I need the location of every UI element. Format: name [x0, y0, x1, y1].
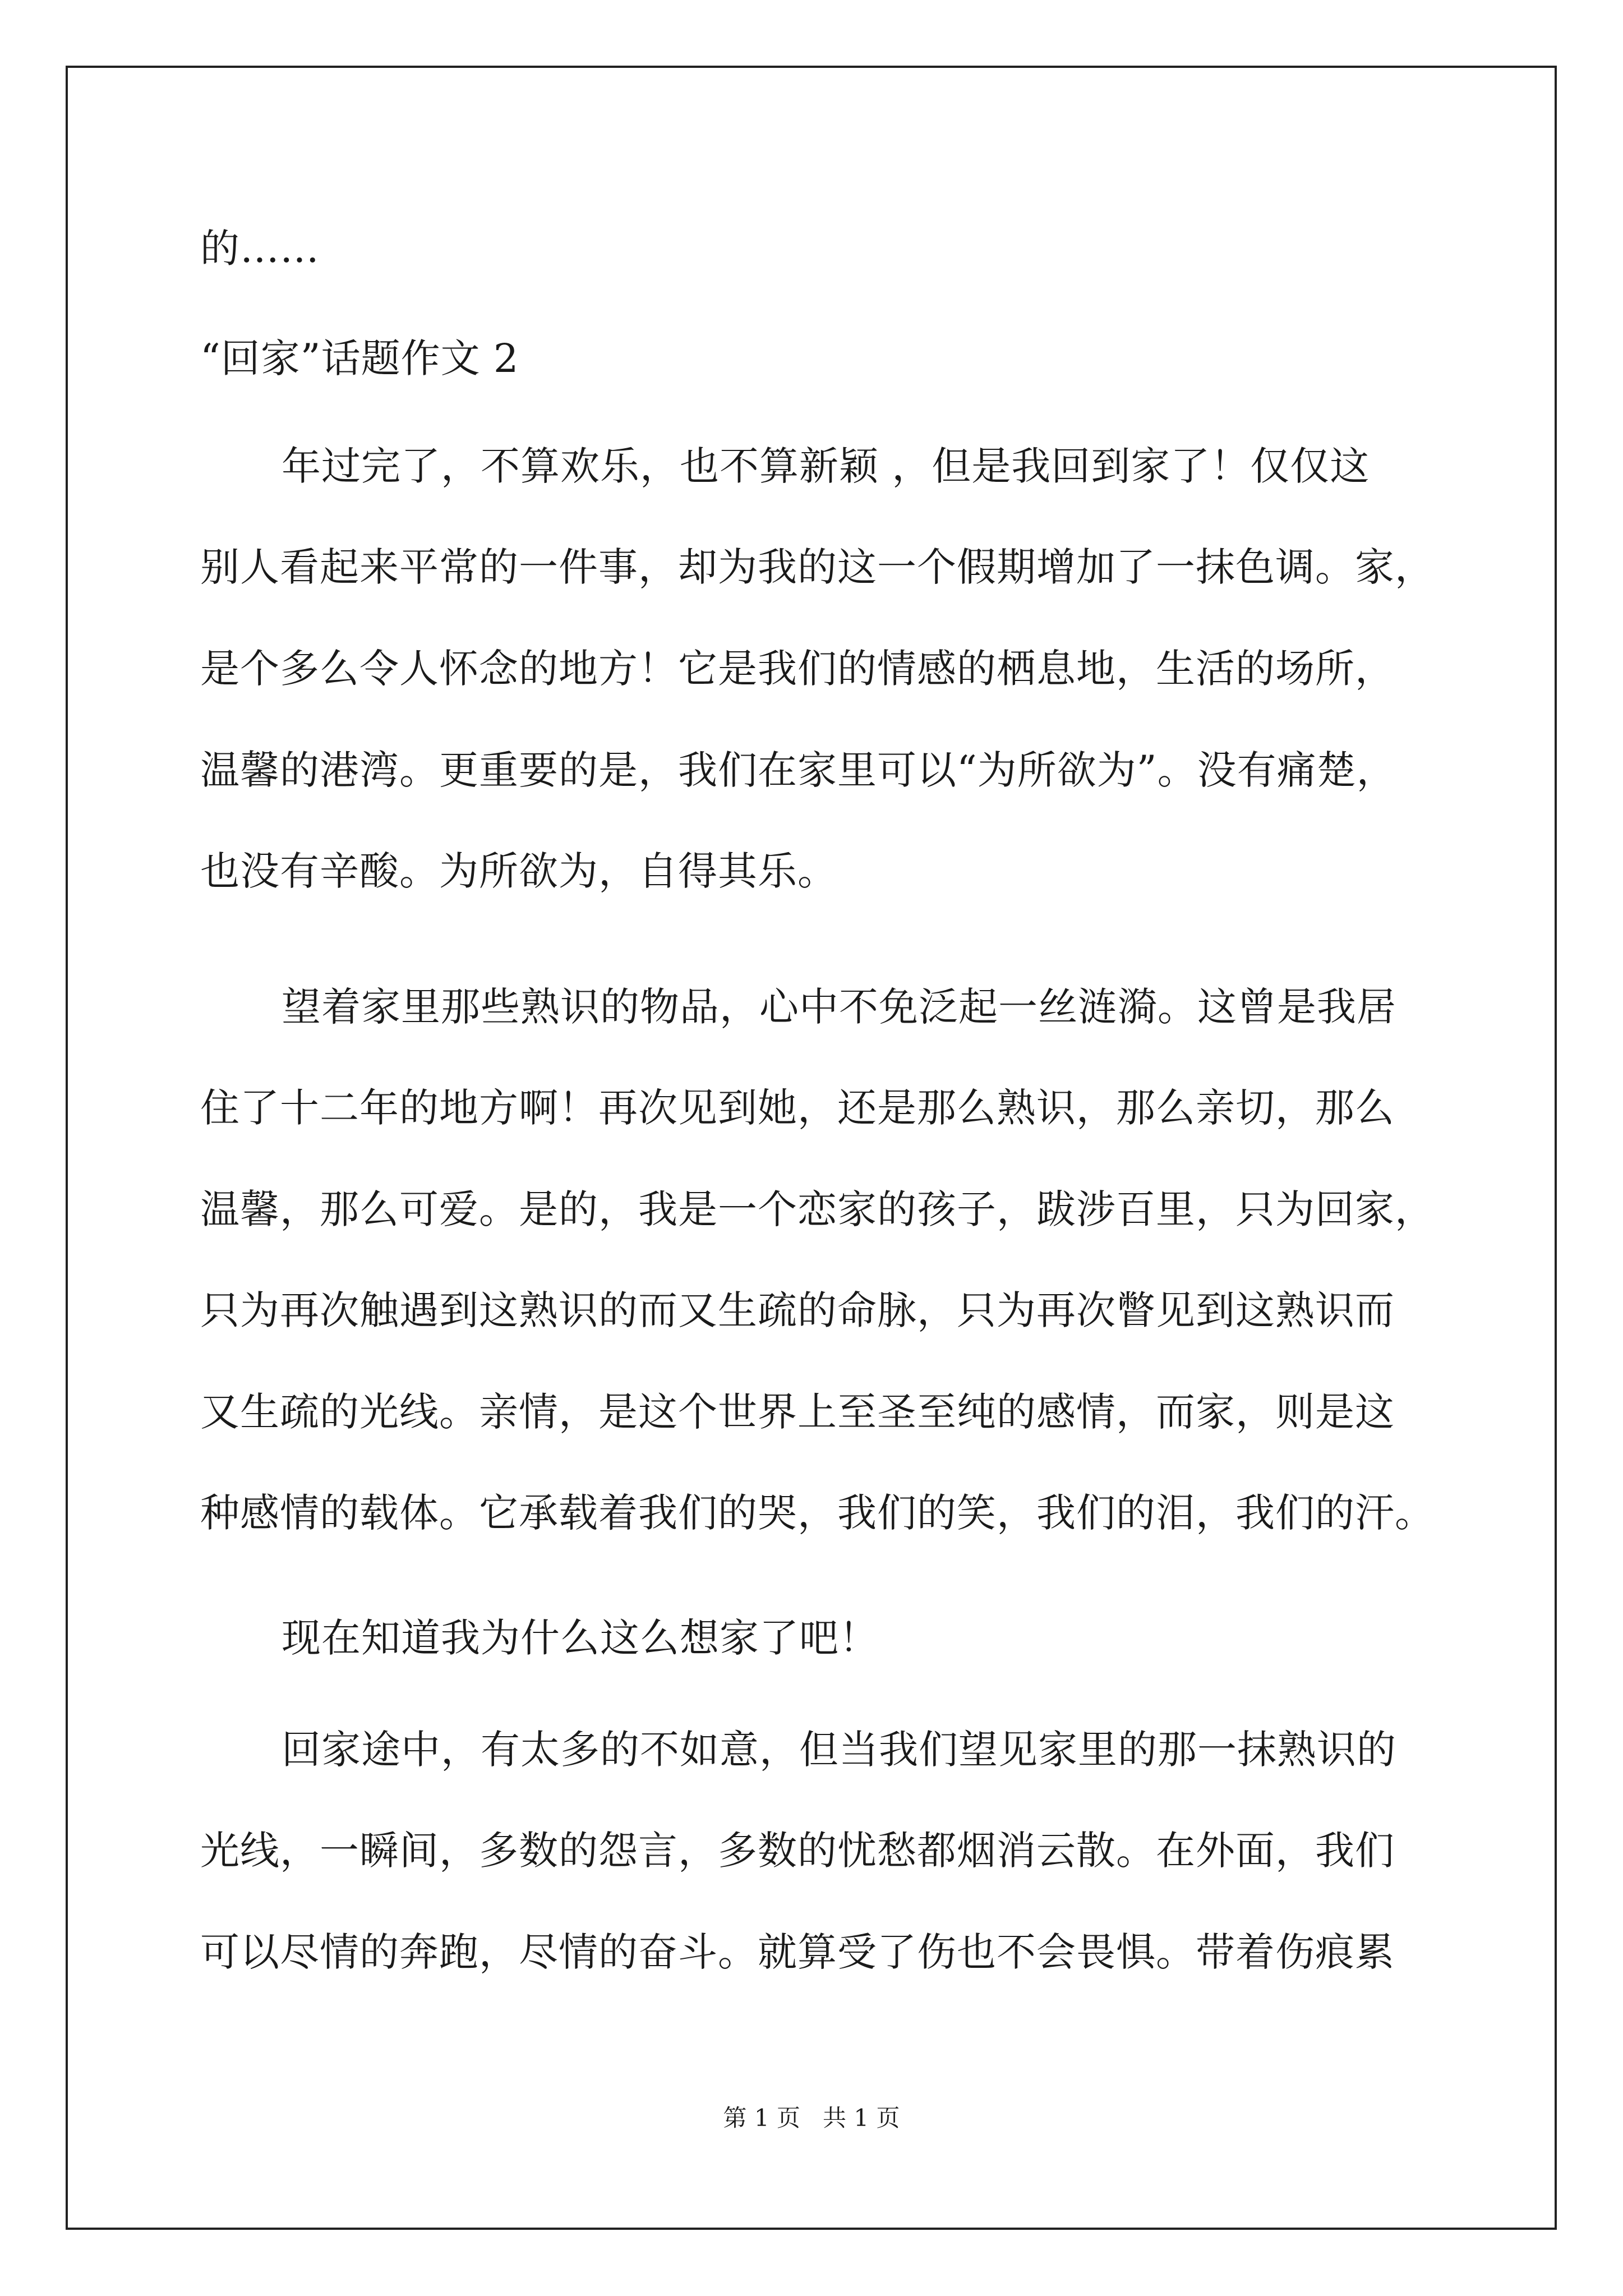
text-line: 可以尽情的奔跑，尽情的奋斗。就算受了伤也不会畏惧。带着伤痕累: [200, 1929, 1395, 1975]
text-line: 别人看起来平常的一件事，却为我的这一个假期增加了一抹色调。家，: [200, 544, 1435, 590]
text-line: 也没有辛酸。为所欲为，自得其乐。: [200, 848, 837, 894]
text-line: 种感情的载体。它承载着我们的哭，我们的笑，我们的泪，我们的汗。: [200, 1490, 1435, 1536]
text-line: 的……: [200, 226, 320, 272]
text-line: 是个多么令人怀念的地方！它是我们的情感的栖息地，生活的场所，: [200, 646, 1395, 692]
text-line: 现在知道我为什么这么想家了吧！: [282, 1615, 879, 1661]
text-line: 又生疏的光线。亲情，是这个世界上至圣至纯的感情，而家，则是这: [200, 1389, 1395, 1435]
text-line: 年过完了，不算欢乐，也不算新颖 ，但是我回到家了！仅仅这: [282, 443, 1370, 489]
page-border: [66, 66, 1557, 2230]
page-footer: 第 1 页 共 1 页: [723, 2104, 900, 2132]
text-line: 只为再次触遇到这熟识的而又生疏的命脉，只为再次瞥见到这熟识而: [200, 1287, 1395, 1333]
text-line: 住了十二年的地方啊！再次见到她，还是那么熟识，那么亲切，那么: [200, 1085, 1395, 1131]
section-title: “回家”话题作文 2: [200, 335, 519, 381]
text-line: 光线，一瞬间，多数的怨言，多数的忧愁都烟消云散。在外面，我们: [200, 1828, 1395, 1874]
text-line: 回家途中，有太多的不如意，但当我们望见家里的那一抹熟识的: [282, 1727, 1396, 1773]
text-line: 望着家里那些熟识的物品，心中不免泛起一丝涟漪。这曾是我居: [282, 984, 1396, 1030]
text-line: 温馨，那么可爱。是的，我是一个恋家的孩子，跋涉百里，只为回家，: [200, 1186, 1435, 1232]
text-line: 温馨的港湾。更重要的是，我们在家里可以“为所欲为”。没有痛楚，: [200, 747, 1396, 793]
